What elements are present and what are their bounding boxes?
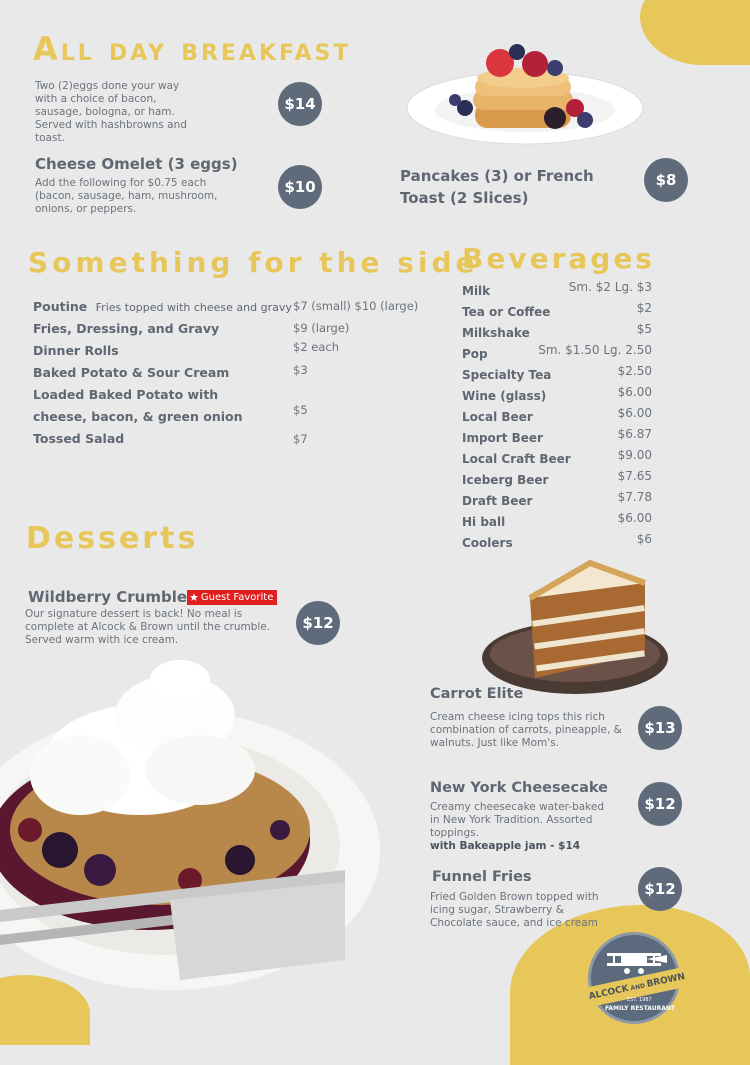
beverage-name: Tea or Coffee — [462, 305, 551, 319]
breakfast-item-price: $14 — [278, 82, 322, 126]
beverage-price: Sm. $2 Lg. $3 — [568, 280, 652, 294]
beverage-row — [462, 280, 652, 298]
logo-and: AND — [629, 981, 646, 992]
carrot-description: Cream cheese icing tops this rich combination of carrots, pineapple, & walnuts. Just like Mom's. — [430, 711, 622, 749]
logo-est: EST. 1987 — [627, 997, 652, 1003]
omelet-description: Add the following for $0.75 each (bacon, sausage, ham, mushroom, onions, or peppers. — [35, 177, 218, 215]
crumble-description: Our signature dessert is back! No meal is complete at Alcock & Brown until the crumble. Served warm with ice cream. — [25, 608, 271, 646]
beverage-name: Import Beer — [462, 431, 543, 445]
beverage-name: Pop — [462, 347, 488, 361]
beverage-row — [462, 322, 652, 340]
crumble-title: Wildberry Crumble — [28, 588, 188, 606]
side-item-poutine — [33, 299, 292, 314]
side-item-baked-potato: Baked Potato & Sour Cream — [33, 365, 230, 380]
side-price-poutine: $7 (small) $10 (large) — [293, 299, 419, 313]
guest-favorite-badge — [187, 590, 277, 605]
beverage-price: Sm. $1.50 Lg. 2.50 — [538, 343, 652, 357]
beverage-price: $6.00 — [617, 385, 652, 399]
beverage-name: Local Beer — [462, 410, 533, 424]
side-price-salad: $7 — [293, 432, 308, 446]
crumble-photo — [0, 660, 345, 995]
carrot-cake-photo — [480, 558, 670, 698]
beverage-price: $6.87 — [617, 427, 652, 441]
beverage-name: Wine (glass) — [462, 389, 547, 403]
side-price-fries: $9 (large) — [293, 321, 350, 335]
beverage-row — [462, 490, 652, 508]
side-price-loaded-potato: $5 — [293, 403, 308, 417]
star-icon: ★ — [189, 591, 199, 604]
beverage-row — [462, 301, 652, 319]
desserts-heading: Desserts — [26, 521, 199, 556]
funnel-description: Fried Golden Brown topped with icing sugar, Strawberry & Chocolate sauce, and ice cream — [430, 891, 599, 929]
side-item-salad: Tossed Salad — [33, 431, 125, 446]
beverage-price: $7.65 — [617, 469, 652, 483]
funnel-price: $12 — [638, 867, 682, 911]
beverage-name: Milk — [462, 284, 491, 298]
omelet-title: Cheese Omelet (3 eggs) — [35, 155, 238, 173]
beverage-row — [462, 364, 652, 382]
beverage-row — [462, 469, 652, 487]
beverage-name: Local Craft Beer — [462, 452, 571, 466]
funnel-title: Funnel Fries — [432, 869, 532, 885]
beverage-price: $6.00 — [617, 511, 652, 525]
pancakes-photo — [405, 38, 645, 148]
pancakes-title: Pancakes (3) or French Toast (2 Slices) — [400, 167, 594, 207]
beverage-name: Hi ball — [462, 515, 506, 529]
beverage-row — [462, 448, 652, 466]
beverage-row — [462, 385, 652, 403]
cheesecake-extra: with Bakeapple jam - $14 — [430, 840, 581, 852]
logo-tagline: FAMILY RESTAURANT — [605, 1005, 675, 1012]
beverage-row — [462, 532, 652, 550]
restaurant-logo — [587, 932, 687, 1024]
sides-heading: Something for the side — [28, 246, 479, 279]
beverage-price: $2 — [636, 301, 652, 315]
side-item-loaded-potato-line2: cheese, bacon, & green onion — [33, 409, 243, 424]
omelet-price: $10 — [278, 165, 322, 209]
beverage-name: Draft Beer — [462, 494, 533, 508]
beverage-price: $5 — [636, 322, 652, 336]
carrot-title: Carrot Elite — [430, 686, 524, 702]
side-item-rolls: Dinner Rolls — [33, 343, 119, 358]
crumble-price: $12 — [296, 601, 340, 645]
beverage-row — [462, 406, 652, 424]
cheesecake-title: New York Cheesecake — [430, 780, 608, 796]
logo-line1: ALCOCK — [587, 983, 630, 1003]
side-item-name: Poutine — [33, 299, 88, 314]
beverage-row — [462, 427, 652, 445]
side-price-baked-potato: $3 — [293, 363, 308, 377]
beverage-price: $6.00 — [617, 406, 652, 420]
beverage-price: $9.00 — [617, 448, 652, 462]
guest-favorite-label: Guest Favorite — [200, 592, 274, 603]
beverage-name: Milkshake — [462, 326, 530, 340]
carrot-price: $13 — [638, 706, 682, 750]
logo-line2: BROWN — [645, 971, 687, 990]
beverage-price: $7.78 — [617, 490, 652, 504]
side-item-fries: Fries, Dressing, and Gravy — [33, 321, 220, 336]
cheesecake-description: Creamy cheesecake water-baked in New York Tradition. Assorted toppings. — [430, 801, 605, 839]
beverage-price: $2.50 — [617, 364, 652, 378]
side-price-rolls: $2 each — [293, 340, 340, 354]
beverage-name: Iceberg Beer — [462, 473, 549, 487]
pancakes-price: $8 — [644, 158, 688, 202]
beverages-heading: Beverages — [462, 242, 655, 275]
beverage-row — [462, 511, 652, 529]
beverage-row — [462, 343, 652, 361]
breakfast-item-description: Two (2)eggs done your way with a choice of bacon, sausage, bologna, or ham. Served with hashbrowns and toast. — [35, 80, 187, 144]
beverage-price: $6 — [636, 532, 652, 546]
beverage-name: Coolers — [462, 536, 513, 550]
beverage-name: Specialty Tea — [462, 368, 552, 382]
side-item-loaded-potato: Loaded Baked Potato with — [33, 387, 219, 402]
breakfast-heading: All day breakfast — [33, 30, 352, 68]
cheesecake-price: $12 — [638, 782, 682, 826]
side-item-desc: Fries topped with cheese and gravy — [95, 301, 292, 314]
decor-blob-top-right — [640, 0, 750, 65]
